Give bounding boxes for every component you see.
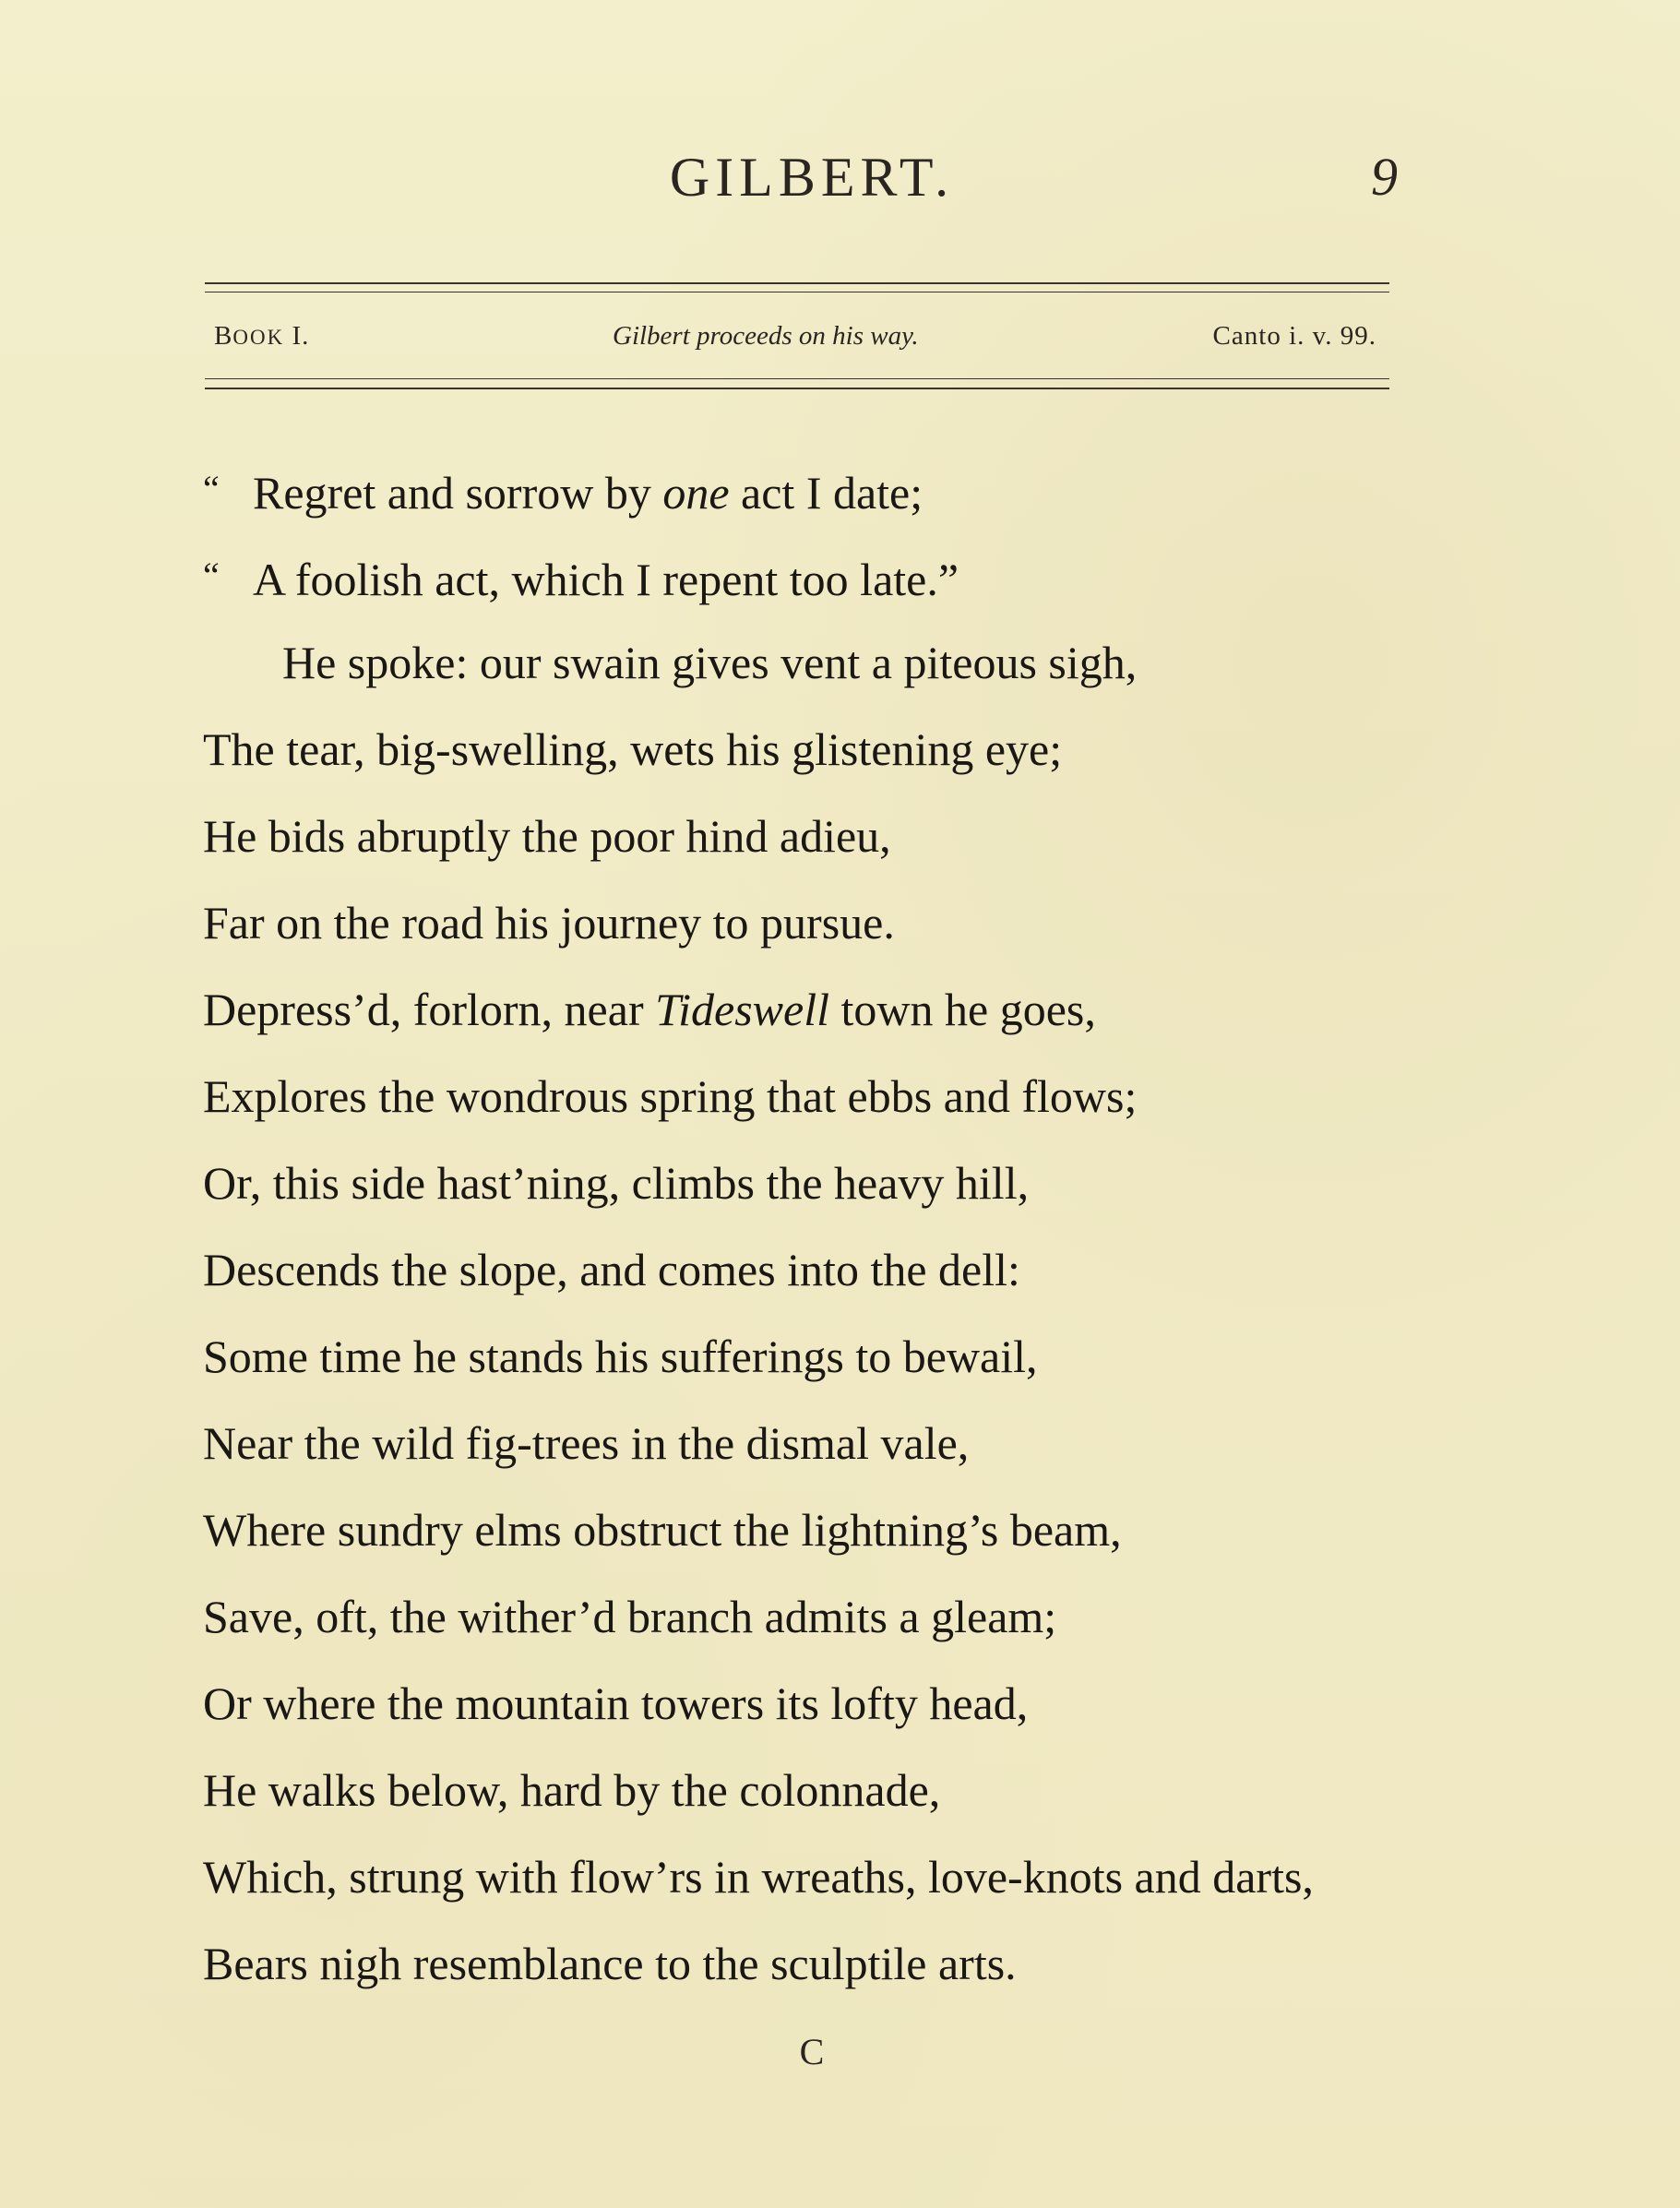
poem-line: Some time he stands his sufferings to bewail, bbox=[203, 1331, 1038, 1382]
page-number: 9 bbox=[1371, 147, 1398, 207]
poem-line: Depress’d, forlorn, near Tideswell town he goes, bbox=[203, 984, 1096, 1035]
poem-line: Far on the road his journey to pursue. bbox=[203, 897, 895, 949]
poem-line: “ A foolish act, which I repent too late.” bbox=[203, 554, 959, 605]
book-number: I. bbox=[292, 321, 310, 351]
book-label bbox=[214, 321, 309, 352]
poem-line: Which, strung with flow’rs in wreaths, love-knots and darts, bbox=[203, 1851, 1314, 1903]
book-label-initial: B bbox=[214, 321, 233, 351]
subheader bbox=[205, 321, 1389, 358]
header-rule-bottom-1 bbox=[205, 378, 1389, 379]
header-rule-bottom-2 bbox=[205, 388, 1389, 389]
poem-line: Or where the mountain towers its lofty head, bbox=[203, 1677, 1029, 1729]
poem-line: Bears nigh resemblance to the sculptile arts. bbox=[203, 1938, 1017, 1989]
poem-line: Where sundry elms obstruct the lightning’s beam, bbox=[203, 1504, 1122, 1556]
book-label-rest: OOK bbox=[232, 326, 285, 349]
poem-line: Explores the wondrous spring that ebbs and flows; bbox=[203, 1070, 1138, 1122]
poem-line: Descends the slope, and comes into the dell: bbox=[203, 1244, 1020, 1295]
poem-line: Or, this side hast’ning, climbs the heavy hill, bbox=[203, 1157, 1030, 1209]
poem-line: Save, oft, the wither’d branch admits a gleam; bbox=[203, 1591, 1057, 1642]
canto-reference: Canto i. v. 99. bbox=[1212, 321, 1376, 351]
poem-line: “ Regret and sorrow by one act I date; bbox=[203, 467, 923, 519]
signature-mark: C bbox=[799, 2031, 825, 2072]
poem-line: Near the wild fig-trees in the dismal vale, bbox=[203, 1417, 970, 1469]
poem-line: He bids abruptly the poor hind adieu, bbox=[203, 810, 891, 862]
poem-line: He walks below, hard by the colonnade, bbox=[203, 1764, 941, 1816]
poem-line: The tear, big-swelling, wets his glistening eye; bbox=[203, 723, 1063, 775]
running-title: GILBERT. bbox=[669, 147, 955, 208]
poem-line: He spoke: our swain gives vent a piteous sigh, bbox=[282, 637, 1138, 688]
running-head bbox=[0, 146, 1680, 220]
show-through-text bbox=[1384, 461, 1680, 1845]
section-argument: Gilbert proceeds on his way. bbox=[613, 321, 919, 351]
header-rule-top-1 bbox=[205, 282, 1389, 284]
